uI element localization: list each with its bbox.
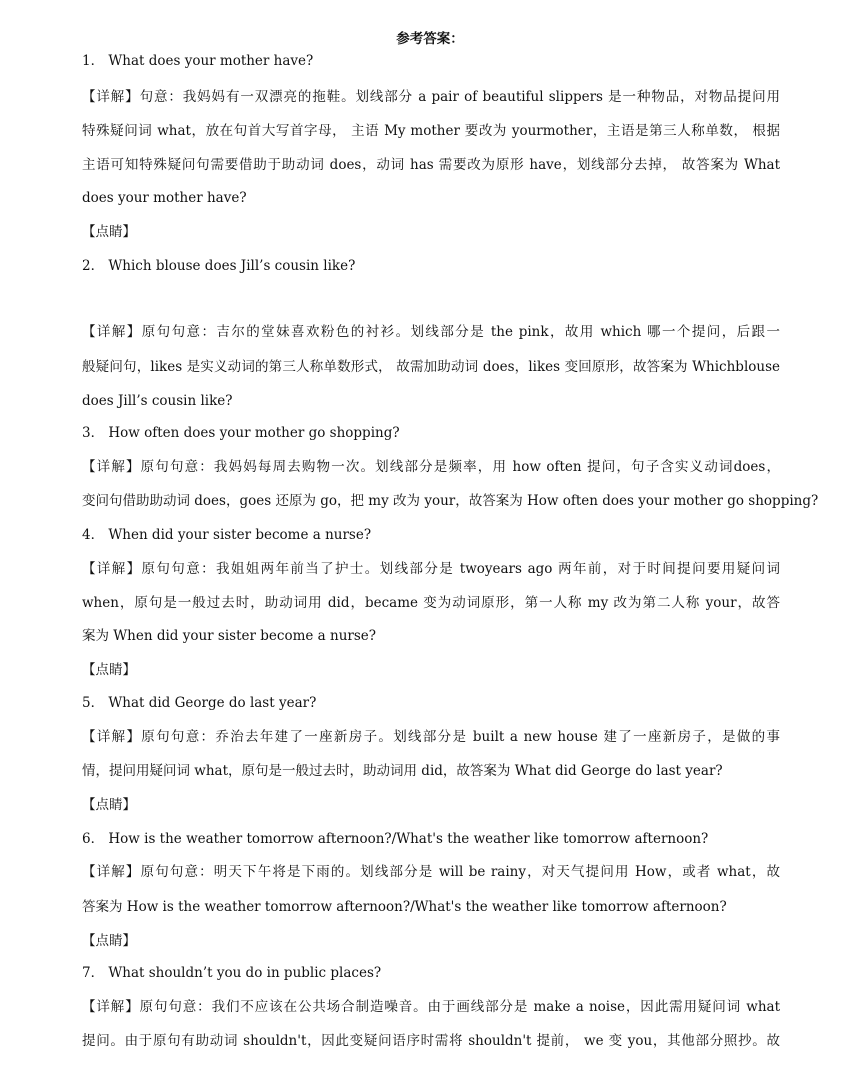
answer-line: 变问句借助助动词 does，goes 还原为 go，把 my 改为 your，故答案为 How often does your mother go shopping? xyxy=(82,493,819,509)
answer-line: 特殊疑问词 what，放在句首大写首字母， 主语 My mother 要改为 yourmother，主语是第三人称单数， 根据 xyxy=(82,123,780,139)
answer-key-title: 参考答案： xyxy=(396,31,464,47)
answer-line: 4． When did your sister become a nurse? xyxy=(82,527,372,543)
explanation-line: 【详解】原句句意：乔治去年建了一座新房子。划线部分是 built a new house 建了一座新房子，是做的事 xyxy=(82,729,780,745)
answer-line: 1． What does your mother have? xyxy=(82,53,314,69)
answer-line: 提问。由于原句有助动词 shouldn't，因此变疑问语序时需将 shouldn't 提前， we 变 you，其他部分照抄。故 xyxy=(82,1033,780,1049)
answer-line: when，原句是一般过去时，助动词用 did，became 变为动词原形，第一人称 my 改为第二人称 your，故答 xyxy=(82,595,780,611)
answer-line: does Jill’s cousin like? xyxy=(82,393,233,409)
answer-line: 6． How is the weather tomorrow afternoon?/What's the weather like tomorrow afternoon? xyxy=(82,831,709,847)
explanation-line: 【点睛】 xyxy=(82,933,136,949)
explanation-line: 【点睛】 xyxy=(82,797,136,813)
answer-line: 主语可知特殊疑问句需要借助于助动词 does，动词 has 需要改为原形 have，划线部分去掉， 故答案为 What xyxy=(82,157,780,173)
explanation-line: 【详解】原句句意：我姐姐两年前当了护士。划线部分是 twoyears ago 两年前，对于时间提问要用疑问词 xyxy=(82,561,780,577)
answer-line: 3． How often does your mother go shopping? xyxy=(82,425,400,441)
explanation-line: 【详解】原句句意：明天下午将是下雨的。划线部分是 will be rainy，对天气提问用 How，或者 what，故 xyxy=(82,864,780,880)
answer-line: 5． What did George do last year? xyxy=(82,695,317,711)
answer-line: 般疑问句，likes 是实义动词的第三人称单数形式， 故需加助动词 does，likes 变回原形，故答案为 Whichblouse xyxy=(82,359,780,375)
explanation-line: 【详解】原句句意：我们不应该在公共场合制造噪音。由于画线部分是 make a noise，因此需用疑问词 what xyxy=(82,999,780,1015)
explanation-line: 【详解】原句句意：我妈妈每周去购物一次。划线部分是频率，用 how often 提问，句子含实义动词does， xyxy=(82,459,780,475)
explanation-line: 【详解】句意：我妈妈有一双漂亮的拖鞋。划线部分 a pair of beautiful slippers 是一种物品，对物品提问用 xyxy=(82,89,780,105)
answer-line: 2． Which blouse does Jill’s cousin like? xyxy=(82,258,356,274)
answer-line: 答案为 How is the weather tomorrow afternoon?/What's the weather like tomorrow afternoon? xyxy=(82,899,727,915)
explanation-line: 【详解】原句句意：吉尔的堂妹喜欢粉色的衬衫。划线部分是 the pink，故用 which 哪一个提问，后跟一 xyxy=(82,324,780,340)
explanation-line: 【点睛】 xyxy=(82,224,136,240)
answer-line: 7． What shouldn’t you do in public places? xyxy=(82,965,382,981)
explanation-line: 【点睛】 xyxy=(82,662,136,678)
answer-line: 案为 When did your sister become a nurse? xyxy=(82,628,376,644)
answer-line: does your mother have? xyxy=(82,190,247,206)
answer-line: 情，提问用疑问词 what，原句是一般过去时，助动词用 did，故答案为 What did George do last year? xyxy=(82,763,723,779)
